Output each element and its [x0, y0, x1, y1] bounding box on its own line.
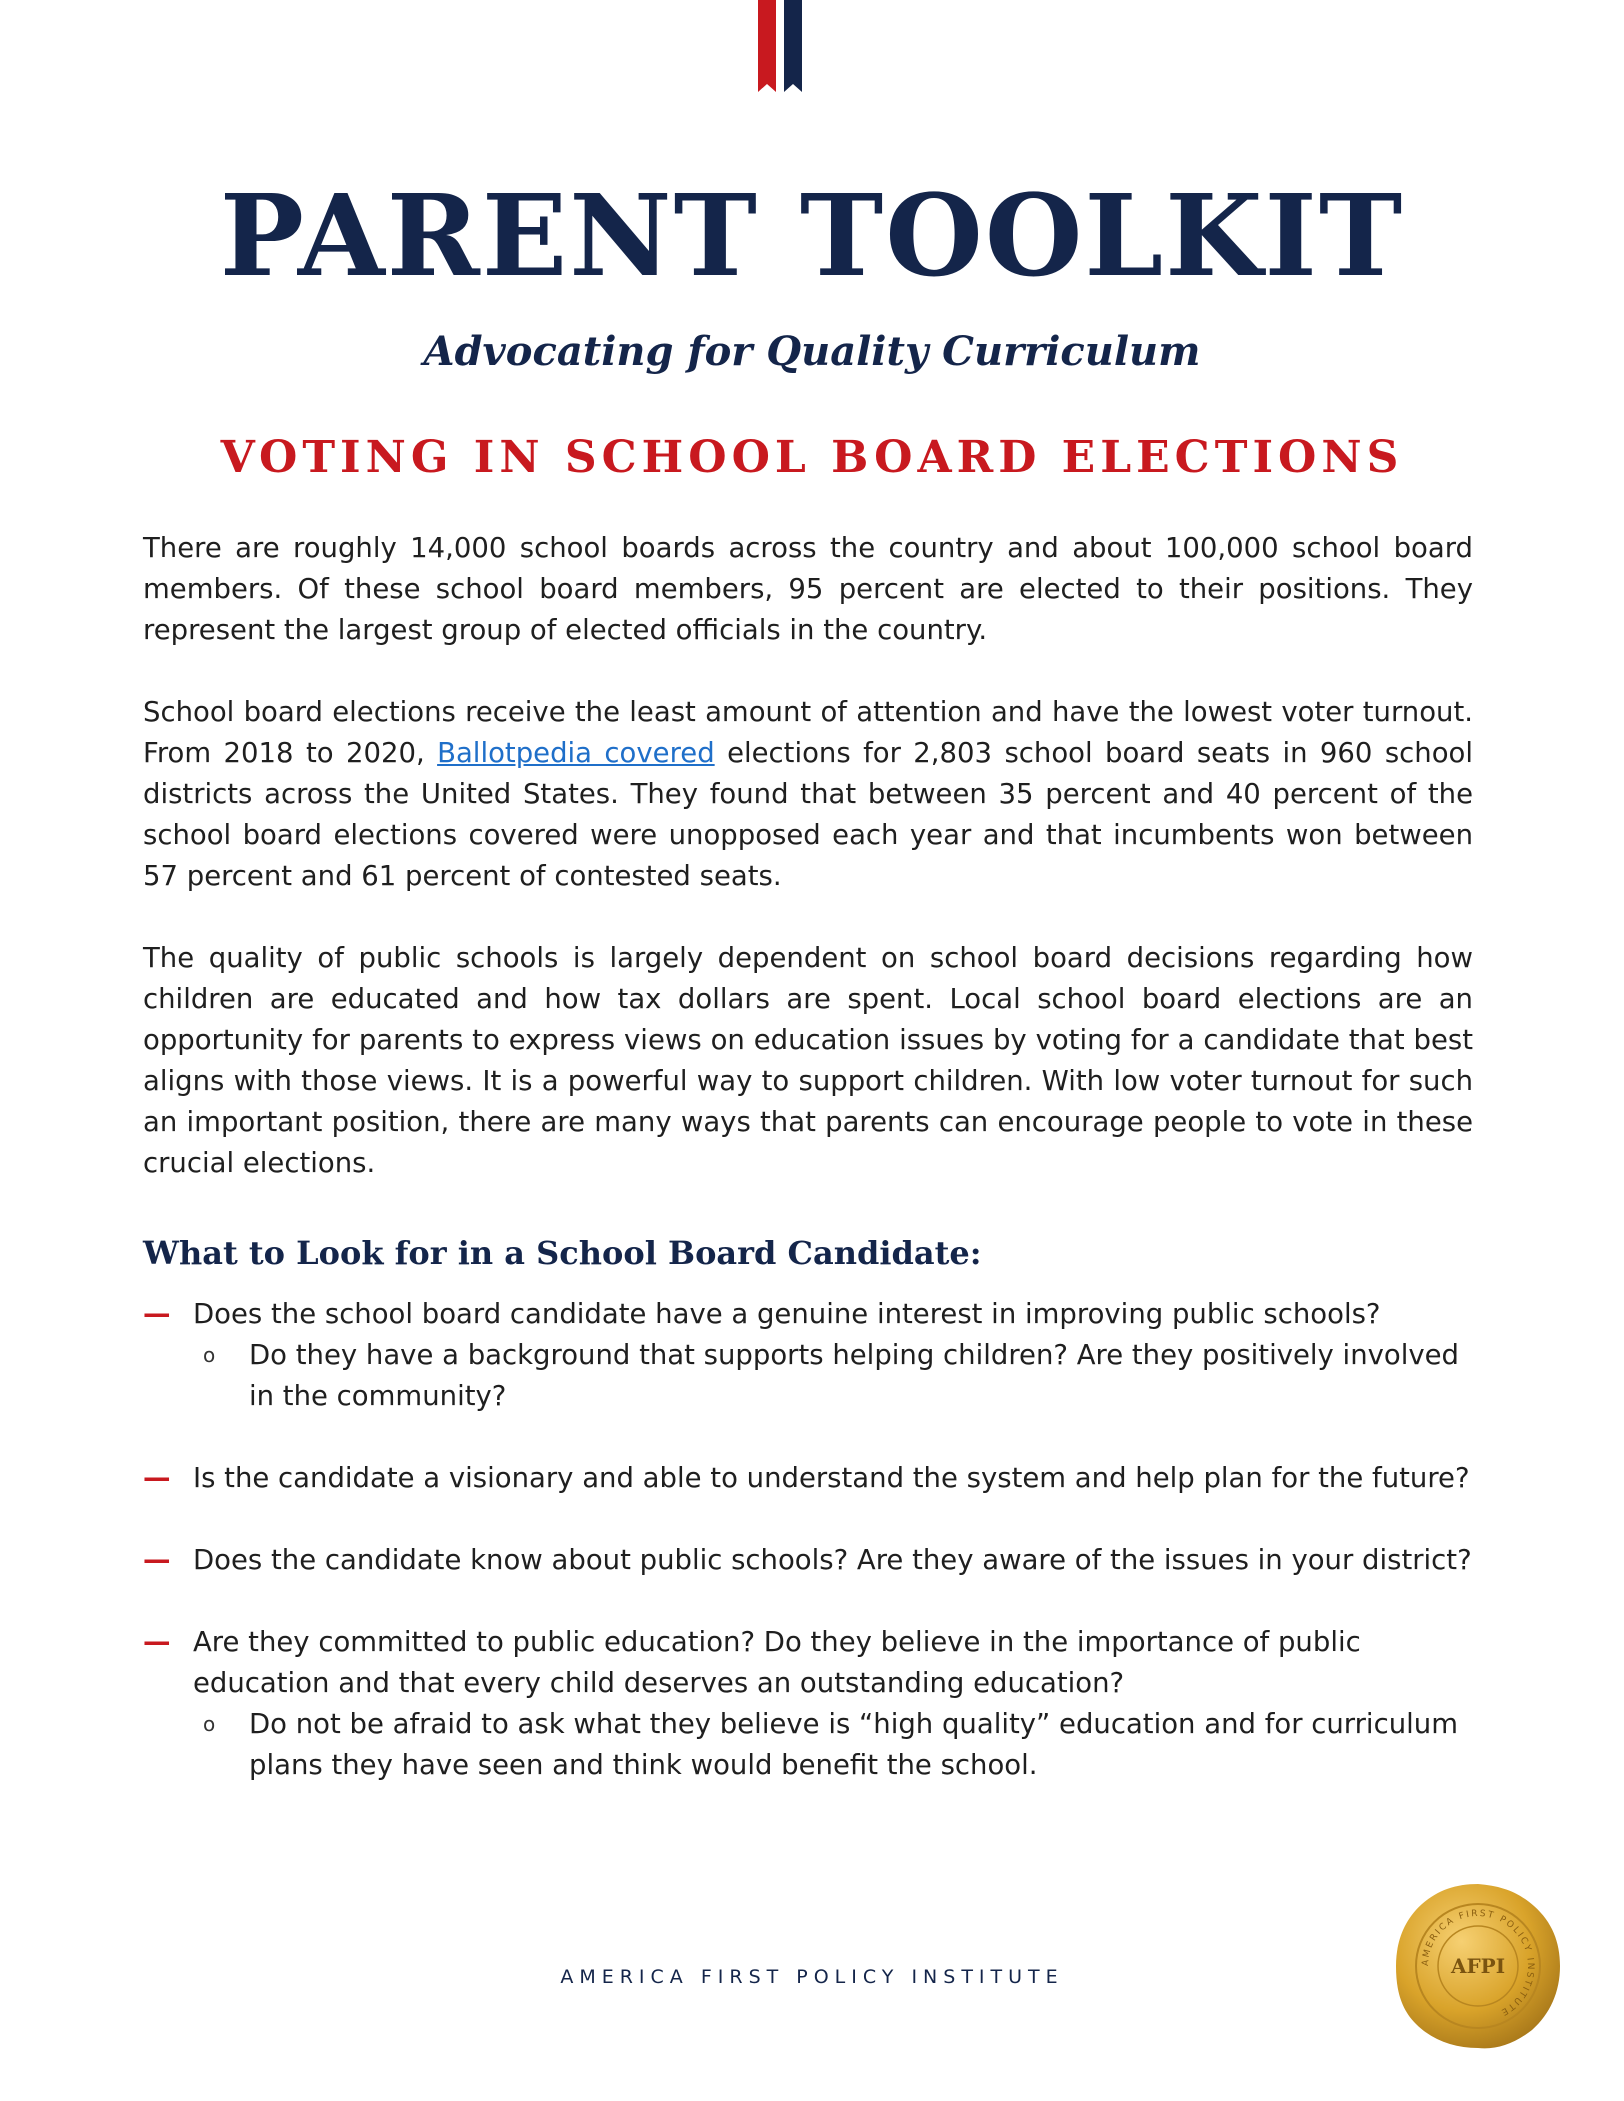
- criteria-item: [143, 1622, 1483, 1786]
- footer-organization: AMERICA FIRST POLICY INSTITUTE: [560, 1966, 1064, 1988]
- criteria-text: Are they committed to public education? Do they believe in the importance of public education and that every child deserves an outstanding education?: [193, 1626, 1361, 1699]
- svg-text:AFPI: AFPI: [1450, 1954, 1506, 1978]
- page-subtitle: Advocating for Quality Curriculum: [423, 328, 1201, 375]
- svg-text:AMERICA FIRST POLICY INSTITUTE: AMERICA FIRST POLICY INSTITUTE: [1420, 1908, 1536, 2018]
- afpi-seal-icon: [1392, 1880, 1564, 2052]
- intro-text: [143, 528, 1473, 1225]
- dash-bullet-icon: —: [143, 1544, 171, 1576]
- page-title: PARENT TOOLKIT: [219, 171, 1405, 302]
- criteria-text: Does the candidate know about public schools? Are they aware of the issues in your district?: [193, 1544, 1472, 1576]
- criteria-item: [143, 1294, 1483, 1417]
- section-title: VOTING IN SCHOOL BOARD ELECTIONS: [220, 432, 1404, 483]
- criteria-subitem: [193, 1704, 1483, 1786]
- intro-paragraph-3: The quality of public schools is largely dependent on school board decisions regarding how children are educated and how tax dollars are spent. Local school board elections are an opportunity for parents to express views on education issues by voting for a candidate that best aligns with those views. It is a powerful way to support children. With low voter turnout for such an important position, there are many ways that parents can encourage people to vote in these crucial elections.: [143, 942, 1473, 1179]
- criteria-heading: What to Look for in a School Board Candidate:: [143, 1234, 982, 1272]
- circle-bullet-icon: o: [203, 1343, 216, 1367]
- criteria-item: [143, 1540, 1483, 1581]
- dash-bullet-icon: —: [143, 1298, 171, 1330]
- dash-bullet-icon: —: [143, 1462, 171, 1494]
- intro-paragraph-1: There are roughly 14,000 school boards across the country and about 100,000 school board members. Of these school board members, 95 percent are elected to their positions. They represent the largest group of elected officials in the country.: [143, 532, 1473, 646]
- criteria-subtext: Do they have a background that supports helping children? Are they positively involved in the community?: [249, 1339, 1460, 1412]
- criteria-list: [143, 1294, 1483, 1827]
- criteria-text: Does the school board candidate have a genuine interest in improving public schools?: [193, 1298, 1381, 1330]
- circle-bullet-icon: o: [203, 1712, 216, 1736]
- criteria-text: Is the candidate a visionary and able to understand the system and help plan for the future?: [193, 1462, 1470, 1494]
- dash-bullet-icon: —: [143, 1626, 171, 1658]
- criteria-subitem: [193, 1335, 1483, 1417]
- ballotpedia-link[interactable]: Ballotpedia covered: [437, 737, 715, 769]
- criteria-item: [143, 1458, 1483, 1499]
- criteria-subtext: Do not be afraid to ask what they believe is “high quality” education and for curriculum plans they have seen and think would benefit the school.: [249, 1708, 1458, 1781]
- intro-paragraph-2: School board elections receive the least amount of attention and have the lowest voter turnout. From 2018 to 2020, Ballotpedia covered elections for 2,803 school board seats in 960 school districts across the United States. They found that between 35 percent and 40 percent of the school board elections covered were unopposed each year and that incumbents won between 57 percent and 61 percent of contested seats.: [143, 696, 1473, 892]
- ribbon-logo-icon: [758, 0, 806, 96]
